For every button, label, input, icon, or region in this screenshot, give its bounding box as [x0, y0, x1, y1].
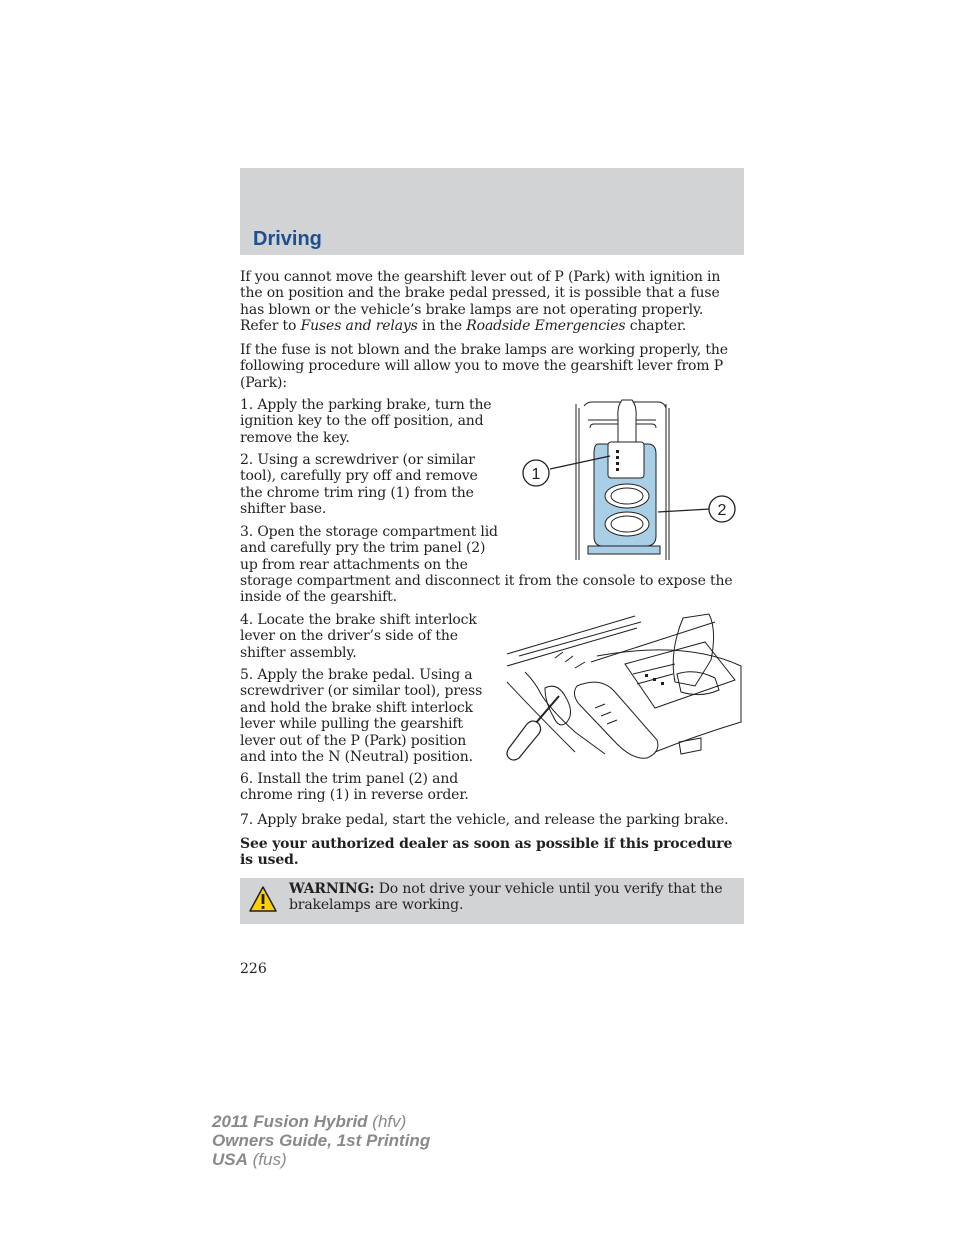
step-3-part-a: 3. Open the storage compartment lid and carefully pry the trim panel (2) up from rear attachments on the [240, 524, 498, 573]
warning-box [240, 878, 744, 924]
intro-paragraph-1 [240, 269, 744, 335]
footer-market: USA [212, 1150, 248, 1169]
step-5: 5. Apply the brake pedal. Using a screwdriver (or similar tool), press and hold the brake shift interlock lever while pulling the gearshift lever out of the P (Park) position and into the N (Neutral) position. [240, 667, 483, 766]
section-header-band [240, 168, 744, 255]
shift-interlock-illustration [505, 612, 743, 762]
footer-line-1 [212, 1112, 430, 1131]
intro-text-end: chapter. [625, 318, 687, 335]
callout-1: 1 [531, 466, 541, 483]
footer-market-code: (fus) [247, 1150, 287, 1169]
section-title: Driving [253, 228, 322, 250]
callout-2: 2 [717, 502, 727, 519]
step-6: 6. Install the trim panel (2) and chrome ring (1) in reverse order. [240, 771, 469, 804]
console-trim-illustration [518, 398, 744, 563]
warning-label: WARNING: [289, 881, 375, 897]
dealer-note: See your authorized dealer as soon as possible if this procedure is used. [240, 836, 733, 869]
footer-line-2 [212, 1131, 430, 1150]
step-2: 2. Using a screwdriver (or similar tool), carefully pry off and remove the chrome trim ring (1) from the shifter base. [240, 452, 478, 518]
intro-paragraph-2: If the fuse is not blown and the brake lamps are working properly, the following procedure will allow you to move the gearshift lever from P (Park): [240, 342, 728, 391]
intro-text: If you cannot move the gearshift lever out of P (Park) with ignition in the on position and the brake pedal pressed, it is possible that a fuse has blown or the vehicle’s brake lamps are not operating properly. Refer to [240, 269, 721, 335]
footer-line-3 [212, 1150, 430, 1169]
warning-body: Do not drive your vehicle until you verify that the brakelamps are working. [289, 881, 723, 914]
warning-text [289, 881, 737, 914]
fuses-reference: Fuses and relays [300, 318, 418, 335]
footer-edition: Owners Guide, 1st Printing [212, 1131, 431, 1150]
intro-text-mid: in the [417, 318, 467, 335]
step-3-part-b: storage compartment and disconnect it from the console to expose the inside of the gearshift. [240, 573, 733, 606]
step-4: 4. Locate the brake shift interlock lever on the driver’s side of the shifter assembly. [240, 612, 477, 661]
page-number: 226 [240, 961, 267, 977]
step-1: 1. Apply the parking brake, turn the ignition key to the off position, and remove the key. [240, 397, 492, 446]
roadside-reference: Roadside Emergencies [466, 318, 626, 335]
warning-triangle-icon [248, 885, 278, 913]
document-footer [212, 1112, 430, 1169]
footer-model: 2011 Fusion Hybrid [212, 1112, 368, 1131]
step-7: 7. Apply brake pedal, start the vehicle, and release the parking brake. [240, 812, 729, 828]
footer-model-code: (hfv) [367, 1112, 407, 1131]
